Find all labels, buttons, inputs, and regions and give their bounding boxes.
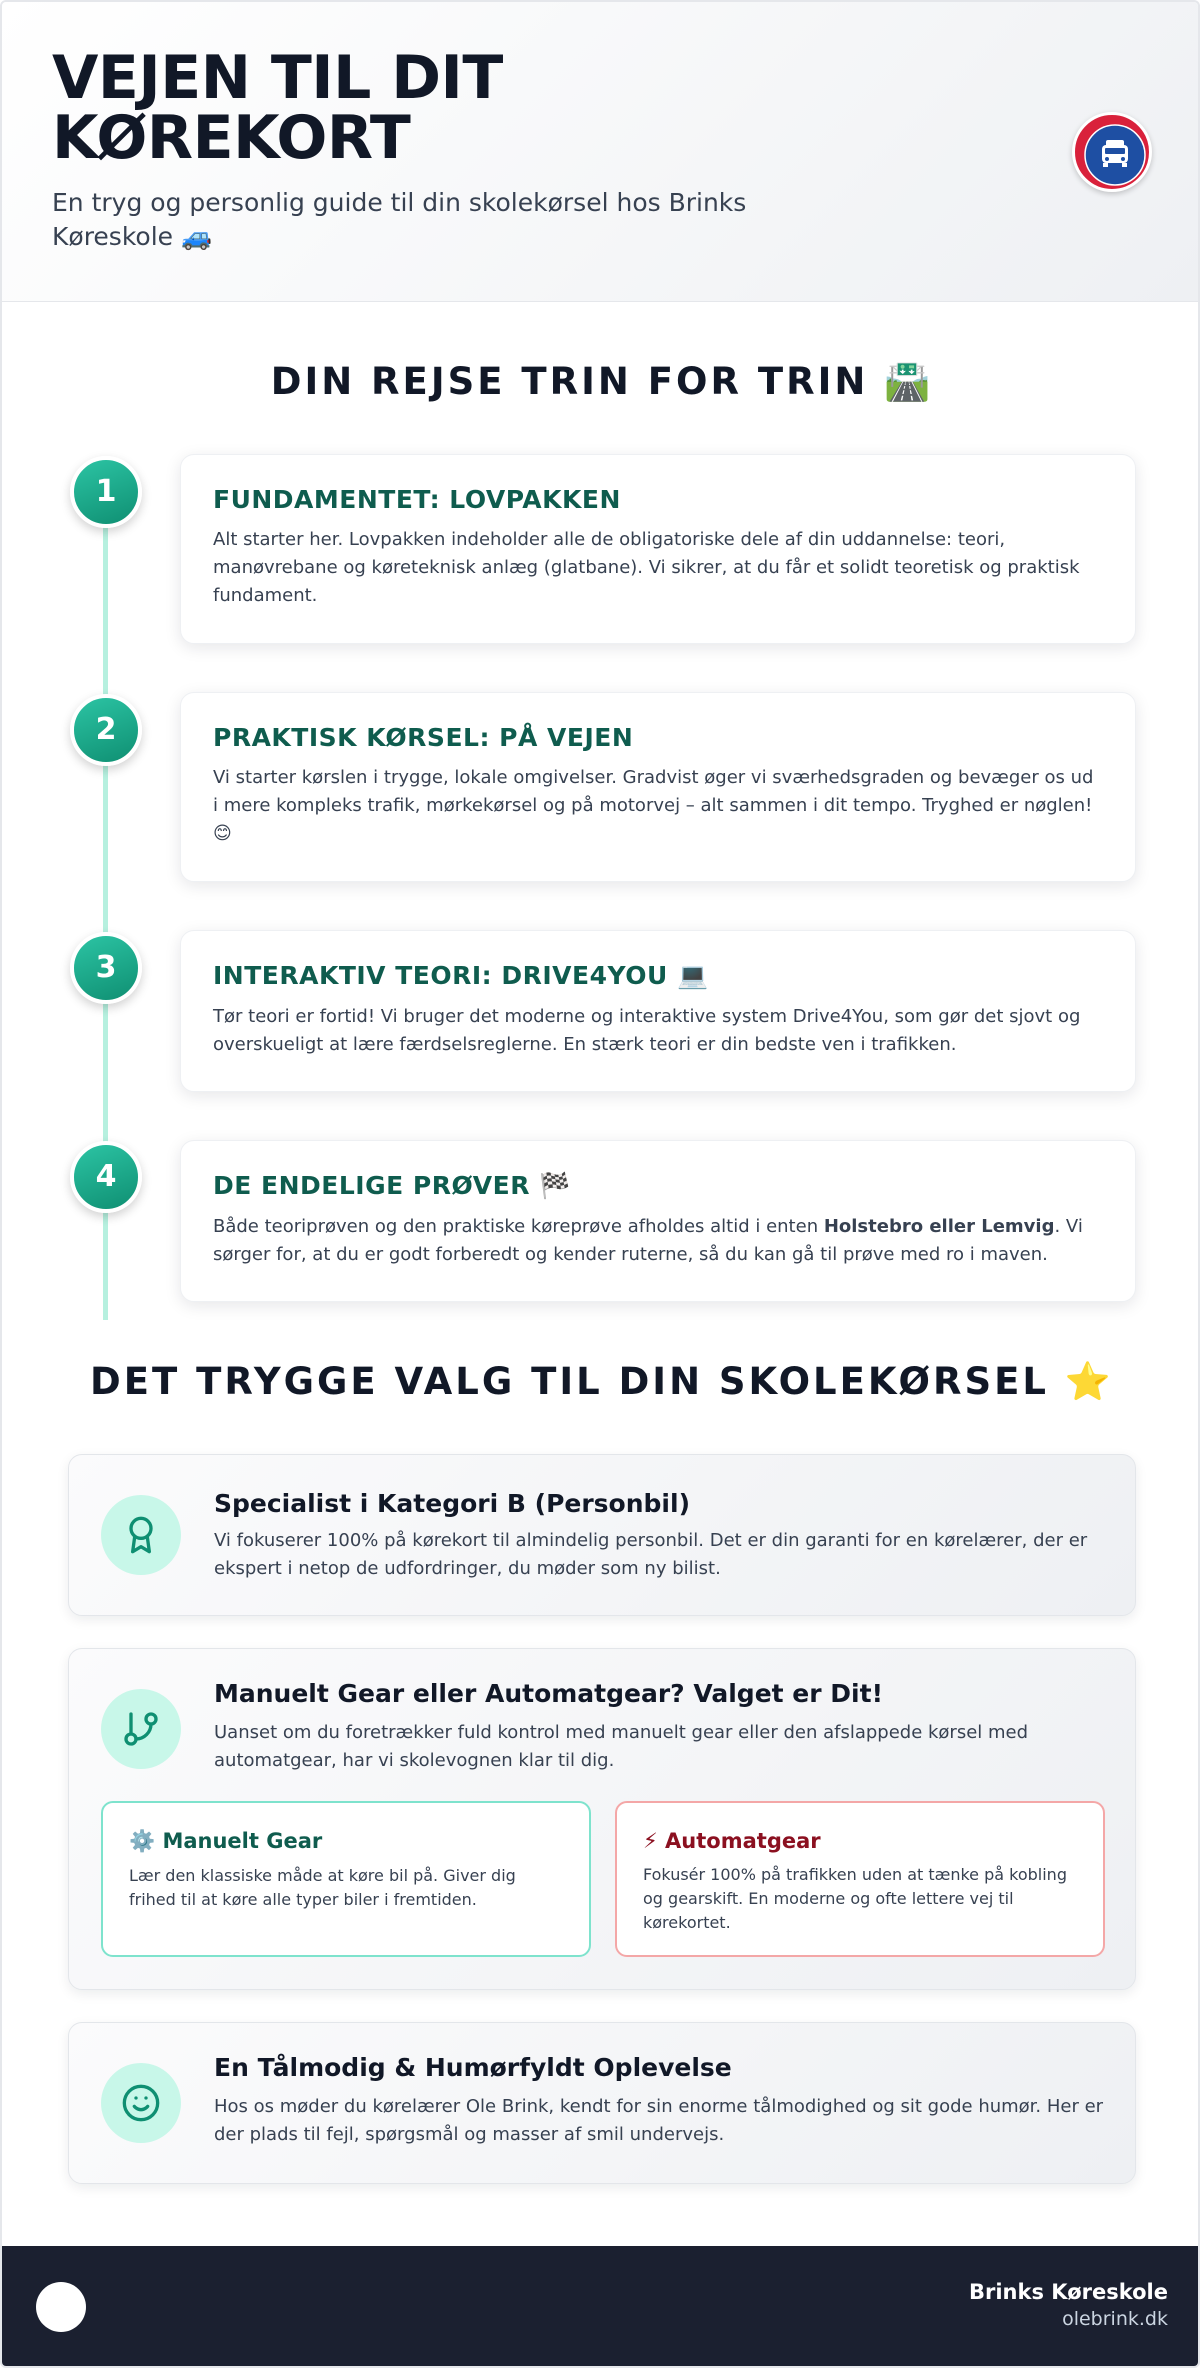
step-card-4 [180,1140,1136,1302]
feature-card-specialist [68,1454,1136,1616]
git-branch-icon [101,1689,181,1769]
feature-title: Manuelt Gear eller Automatgear? Valget er Dit! [214,1679,883,1708]
page-title: VEJEN TIL DIT KØREKORT [52,43,503,173]
footer-company-name: Brinks Køreskole [969,2280,1168,2304]
step-title: FUNDAMENTET: LOVPAKKEN [213,485,621,514]
automatic-gear-option [615,1801,1105,1957]
step-card-1 [180,454,1136,644]
step-text-part: Både teoriprøven og den praktiske køreprøve afholdes altid i enten [213,1216,824,1237]
feature-title: En Tålmodig & Humørfyldt Oplevelse [214,2053,732,2082]
step-number-4: 4 [70,1141,142,1213]
step-number-1: 1 [70,456,142,528]
manual-gear-option [101,1801,591,1957]
journey-section-title: DIN REJSE TRIN FOR TRIN 🛣️ [270,360,934,403]
smiley-icon [101,2063,181,2143]
option-text: Fokusér 100% på trafikken uden at tænke på kobling og gearskift. En moderne og ofte lettere vej til kørekortet. [643,1865,1067,1932]
feature-text: Uanset om du foretrækker fuld kontrol med manuelt gear eller den afslappede kørsel med automatgear, har vi skolevognen klar til dig. [214,1722,1029,1771]
feature-card-patience [68,2022,1136,2184]
features-section-title: DET TRYGGE VALG TIL DIN SKOLEKØRSEL ⭐ [90,1360,1114,1403]
step-text: Alt starter her. Lovpakken indeholder alle de obligatoriske dele af din uddannelse: teori, manøvrebane og køreteknisk anlæg (glatbane). Vi sikrer, at du får et solidt teoretisk og praktisk fundament. [213,529,1080,606]
option-text: Lær den klassiske måde at køre bil på. Giver dig frihed til at køre alle typer biler i fremtiden. [129,1866,516,1909]
step-number-3: 3 [70,932,142,1004]
feature-card-gear [68,1648,1136,1990]
step-number-2: 2 [70,694,142,766]
exam-locations: Holstebro eller Lemvig [823,1216,1055,1237]
step-title: PRAKTISK KØRSEL: PÅ VEJEN [213,723,634,752]
page-subtitle: En tryg og personlig guide til din skolekørsel hos Brinks Køreskole 🚙 [52,188,747,251]
step-title: DE ENDELIGE PRØVER 🏁 [213,1171,571,1200]
footer [2,2246,1200,2368]
feature-text: Hos os møder du kørelærer Ole Brink, kendt for sin enorme tålmodighed og sit gode humør. Her er der plads til fejl, spørgsmål og masser af smil undervejs. [214,2096,1104,2145]
step-text: Tør teori er fortid! Vi bruger det moderne og interaktive system Drive4You, som gør det sjovt og overskueligt at lære færdselsreglerne. En stærk teori er din bedste ven i trafikken. [213,1006,1081,1055]
step-card-3 [180,930,1136,1092]
car-seal-icon [1072,112,1152,192]
hero-header [2,2,1200,302]
feature-text: Vi fokuserer 100% på kørekort til almindelig personbil. Det er din garanti for en kørelærer, der er ekspert i netop de udfordringer, du møder som ny bilist. [214,1530,1088,1579]
option-title: ⚙️ Manuelt Gear [129,1829,323,1853]
footer-website-link[interactable]: olebrink.dk [1062,2308,1168,2330]
step-text-part: . Vi sørger for, at du er godt forberedt og kender ruterne, så du kan gå til prøve med ro i maven. [213,1216,1083,1265]
step-title: INTERAKTIV TEORI: DRIVE4YOU 💻 [213,961,709,990]
feature-title: Specialist i Kategori B (Personbil) [214,1489,690,1518]
award-ribbon-icon [101,1495,181,1575]
step-text: Vi starter kørslen i trygge, lokale omgivelser. Gradvist øger vi sværhedsgraden og bevæger os ud i mere kompleks trafik, mørkekørsel og på motorvej – alt sammen i dit tempo. Tryghed er nøglen! 😊 [213,767,1094,844]
step-text [213,1213,1103,1269]
option-title: ⚡ Automatgear [643,1829,821,1853]
step-card-2 [180,692,1136,882]
footer-logo [36,2282,86,2332]
